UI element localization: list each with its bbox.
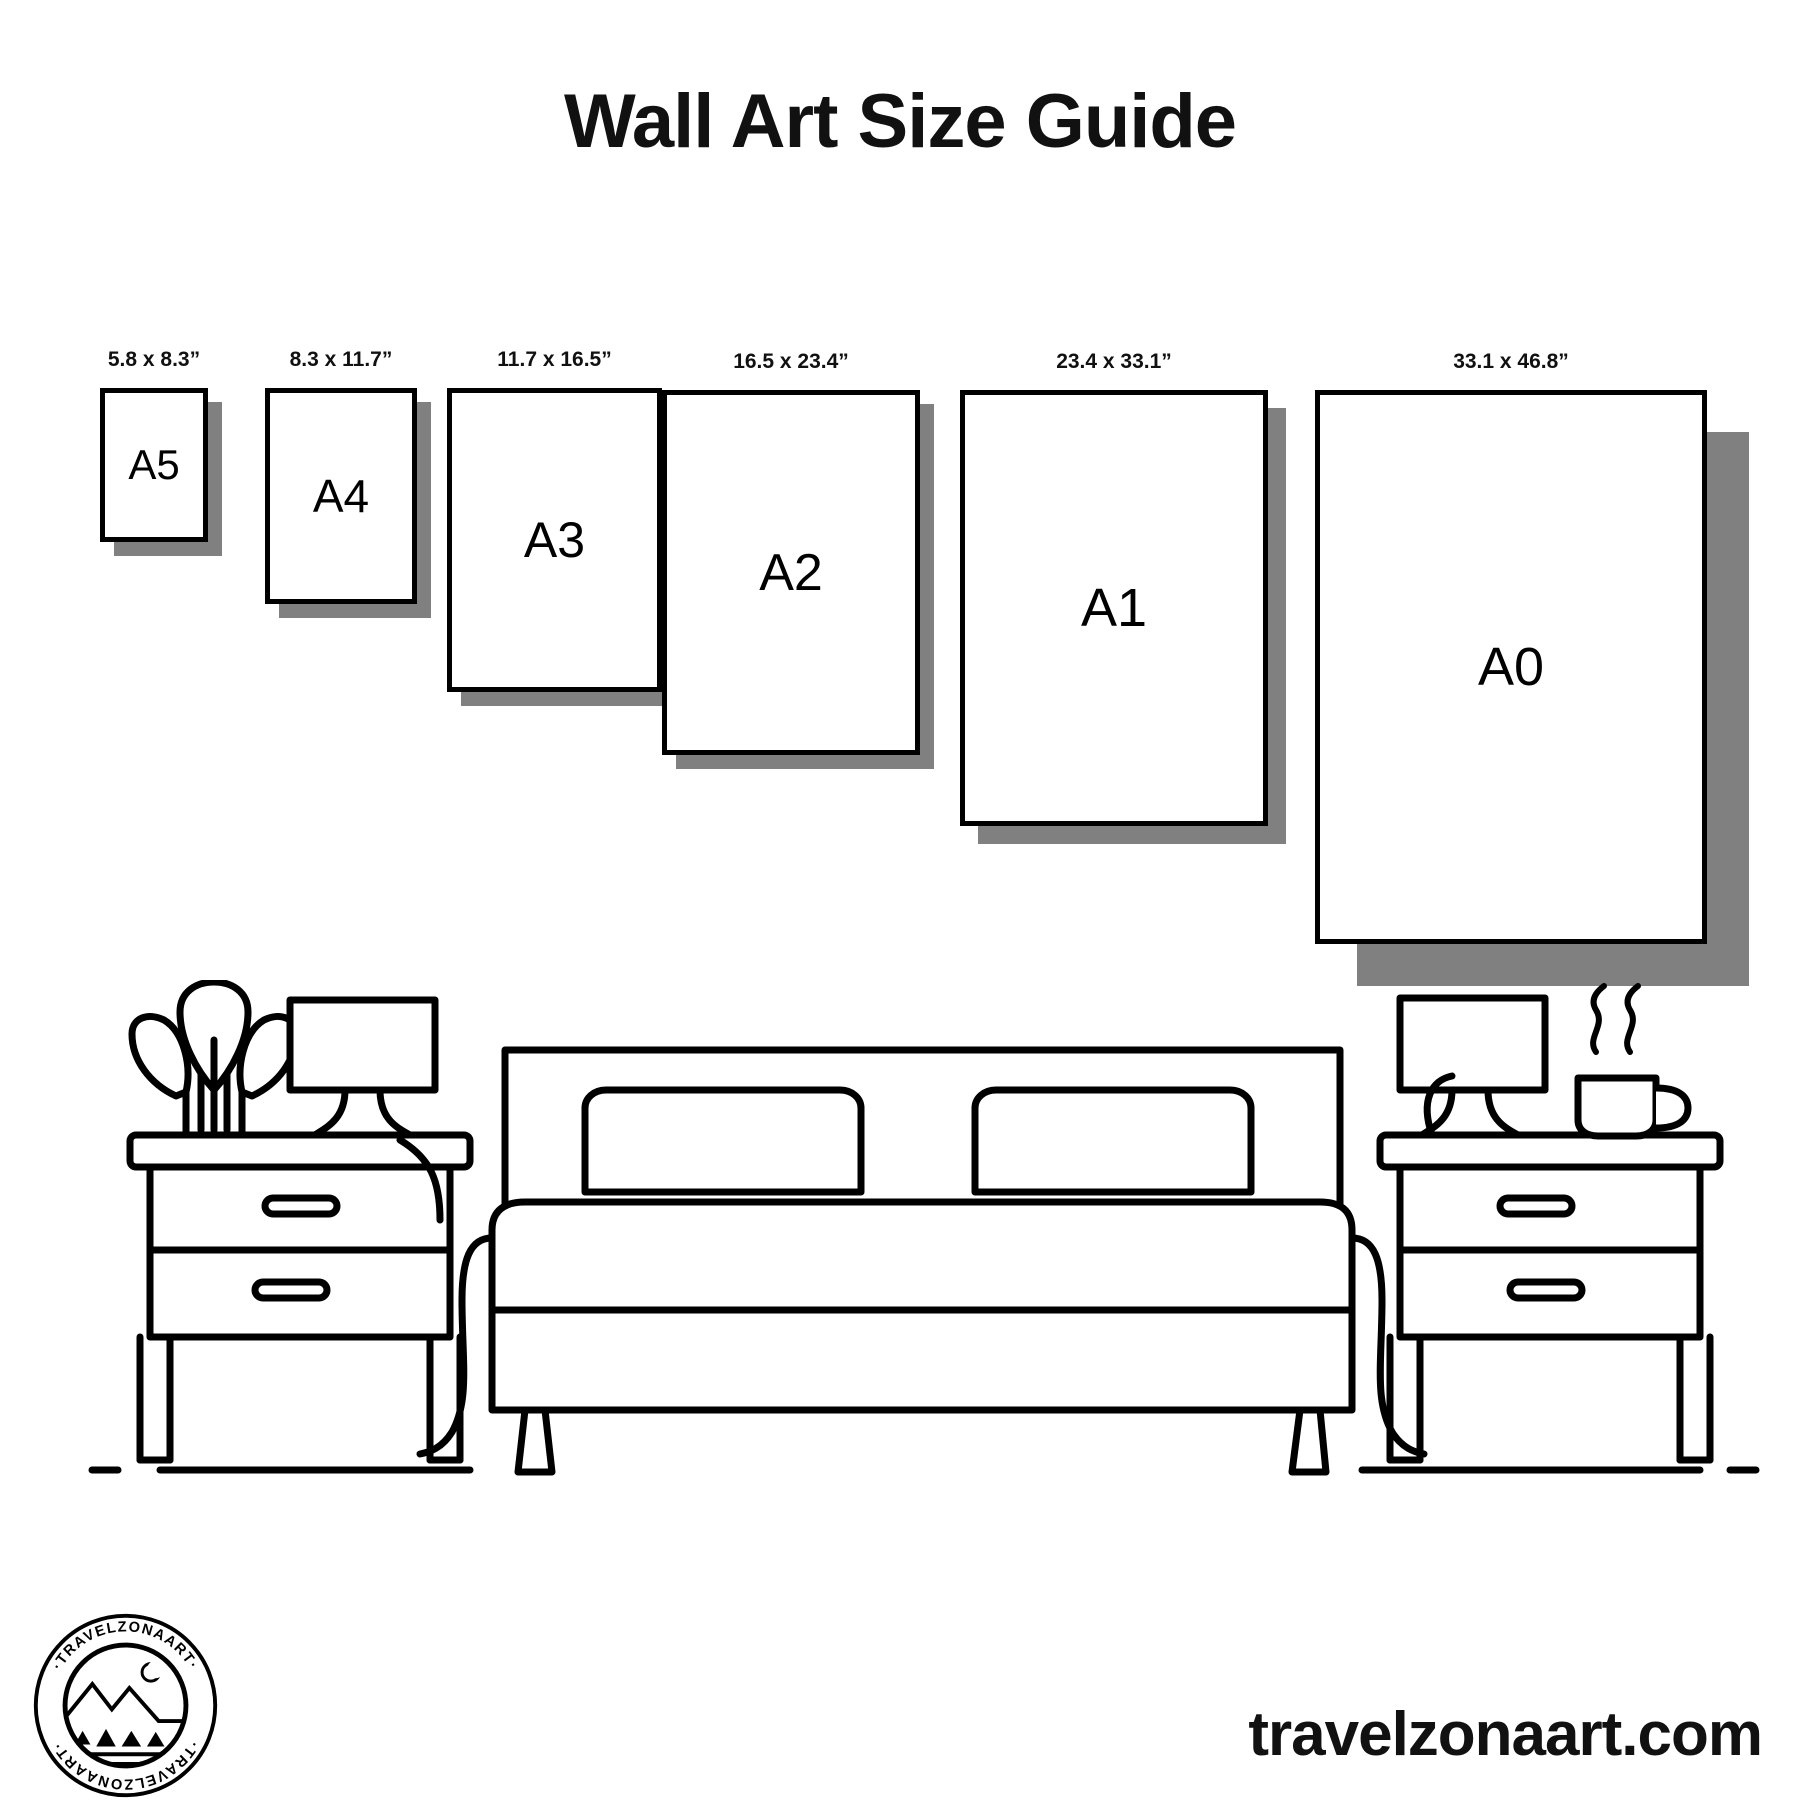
vase-with-plant <box>132 982 296 1135</box>
frame-box-a0 <box>1315 390 1707 944</box>
frame-group-a5 <box>100 348 208 542</box>
frame-dimension-a1: 23.4 x 33.1” <box>1056 350 1172 373</box>
frame-group-a2 <box>662 350 920 755</box>
frame-group-a1 <box>960 350 1268 826</box>
frame-size-row <box>0 300 1800 1000</box>
frame-group-a4 <box>265 348 417 604</box>
frame-box-a1 <box>960 390 1268 826</box>
frame-box-a3 <box>447 388 662 692</box>
frame-dimension-a5: 5.8 x 8.3” <box>107 348 201 371</box>
frame-label-a2: A2 <box>759 543 823 602</box>
bedroom-scene-illustration <box>0 980 1800 1540</box>
frame-box-a4 <box>265 388 417 604</box>
frame-group-a0 <box>1315 350 1707 944</box>
frame-dimension-a2: 16.5 x 23.4” <box>733 350 849 373</box>
frame-dimension-a0: 33.1 x 46.8” <box>1453 350 1569 373</box>
frame-box-a2 <box>662 390 920 755</box>
frame-box-a5 <box>100 388 208 542</box>
nightstand-left <box>130 1135 470 1460</box>
page-title: Wall Art Size Guide <box>563 79 1237 164</box>
frame-dimension-a3: 11.7 x 16.5” <box>497 348 612 371</box>
website-url: travelzonaart.com <box>1248 1700 1762 1769</box>
frame-label-a1: A1 <box>1080 578 1148 638</box>
svg-text:·TRAVELZONAART·: ·TRAVELZONAART· <box>49 1738 202 1792</box>
frame-label-a0: A0 <box>1477 637 1545 697</box>
table-lamp-right <box>1400 998 1545 1135</box>
frame-group-a3 <box>447 348 662 692</box>
frame-label-a4: A4 <box>312 470 370 522</box>
bed <box>420 1050 1424 1472</box>
nightstand-right <box>1380 1135 1720 1460</box>
frame-label-a3: A3 <box>523 512 586 568</box>
brand-logo <box>28 1608 223 1803</box>
frame-label-a5: A5 <box>128 441 180 488</box>
svg-text:·TRAVELZONAART·: ·TRAVELZONAART· <box>49 1619 202 1673</box>
frame-dimension-a4: 8.3 x 11.7” <box>289 348 393 371</box>
coffee-cup <box>1578 986 1688 1136</box>
